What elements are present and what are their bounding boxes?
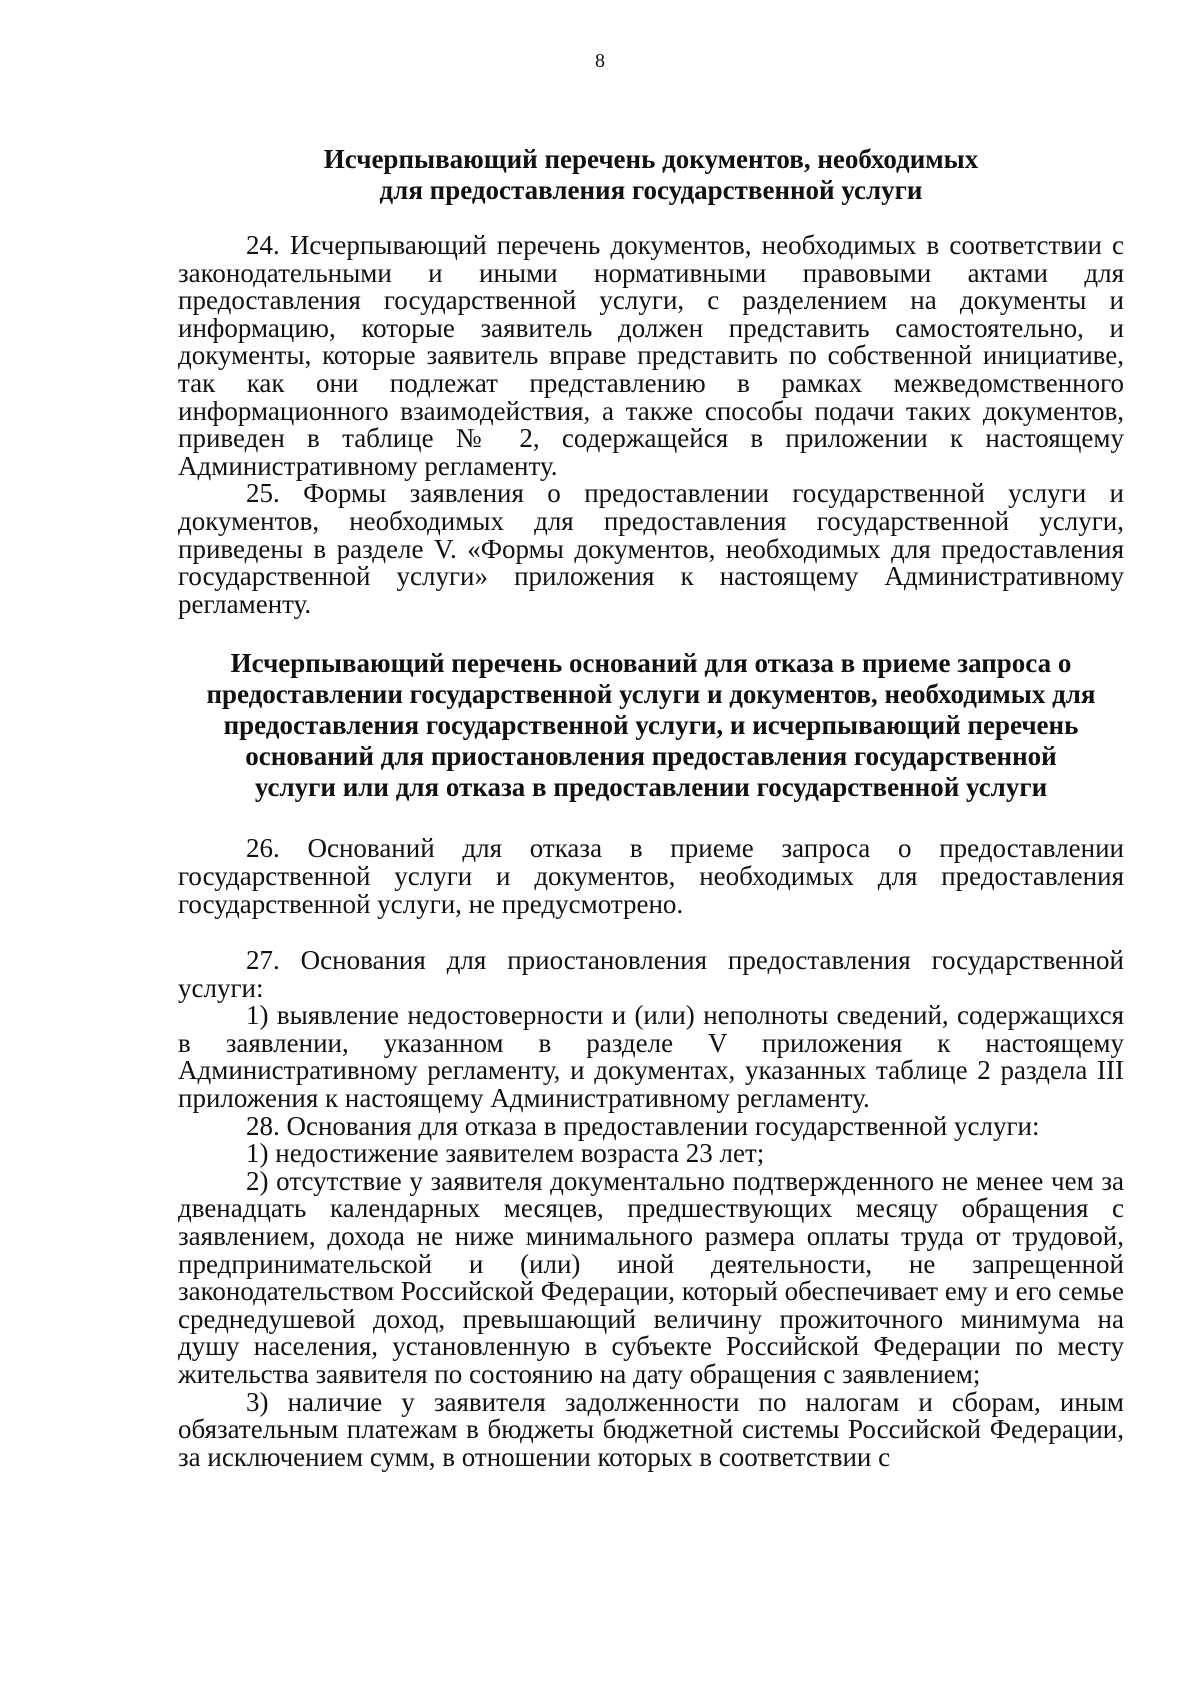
paragraph-24: 24. Исчерпывающий перечень документов, необходимых в соответствии с законодательными и иными нормативными правовыми актами для предоставления государственной услуги, с разделением на документы и информацию, которые заявитель должен представить самостоятельно, и документы, которые заявитель вправе представить по собственной инициативе, так как они подлежат представлению в рамках межведомственного информационного взаимодействия, а также способы подачи таких документов, приведен в таблице № 2, содержащейся в приложении к настоящему Административному регламенту. xyxy=(178,230,1124,481)
paragraph-gap xyxy=(178,918,1124,947)
paragraph-26: 26. Оснований для отказа в приеме запроса о предоставлении государственной услуги и документов, необходимых для предоставления государственной услуги, не предусмотрено. xyxy=(178,833,1124,919)
paragraph-25: 25. Формы заявления о предоставлении государственной услуги и документов, необходимых для предоставления государственной услуги, приведены в разделе V. «Формы документов, необходимых для предоставления государственной услуги» приложения к настоящему Административному регламенту. xyxy=(178,478,1124,619)
page-number: 8 xyxy=(595,50,605,72)
heading-line: предоставления государственной услуги, и исчерпывающий перечень xyxy=(223,710,1079,741)
heading-line: оснований для приостановления предоставления государственной xyxy=(245,741,1057,772)
page-content xyxy=(178,140,1124,1471)
paragraph-28-item-3: 3) наличие у заявителя задолженности по налогам и сборам, иным обязательным платежам в бюджеты бюджетной системы Российской Федерации, за исключением сумм, в отношении которых в соответствии с xyxy=(178,1386,1124,1472)
paragraph-27-item-1: 1) выявление недостоверности и (или) неполноты сведений, содержащихся в заявлении, указанном в разделе V приложения к настоящему Административному регламенту, и документах, указанных таблице 2 раздела III приложения к настоящему Административному регламенту. xyxy=(178,1000,1124,1114)
paragraph-27: 27. Основания для приостановления предоставления государственной услуги: xyxy=(178,945,1124,1003)
heading-line: предоставлении государственной услуги и документов, необходимых для xyxy=(206,679,1096,710)
heading-line: Исчерпывающий перечень документов, необходимых xyxy=(323,144,979,174)
heading-line: для предоставления государственной услуги xyxy=(379,175,923,205)
paragraph-28-item-1: 1) недостижение заявителем возраста 23 лет; xyxy=(246,1138,765,1169)
section-heading-refusal-grounds xyxy=(178,648,1124,803)
heading-line: Исчерпывающий перечень оснований для отказа в приеме запроса о xyxy=(230,648,1072,679)
paragraph-28: 28. Основания для отказа в предоставлении государственной услуги: xyxy=(246,1110,1040,1141)
heading-line: услуги или для отказа в предоставлении государственной услуги xyxy=(254,772,1048,803)
paragraph-28-item-2: 2) отсутствие у заявителя документально подтвержденного не менее чем за двенадцать календарных месяцев, предшествующих месяцу обращения с заявлением, дохода не ниже минимального размера оплаты труда от трудовой, предпринимательской и (или) иной деятельности, не запрещенной законодательством Российской Федерации, который обеспечивает ему и его семье среднедушевой доход, превышающий величину прожиточного минимума на душу населения, установленную в субъекте Российской Федерации по месту жительства заявителя по состоянию на дату обращения с заявлением; xyxy=(178,1165,1124,1389)
section-heading-documents xyxy=(178,144,1124,206)
